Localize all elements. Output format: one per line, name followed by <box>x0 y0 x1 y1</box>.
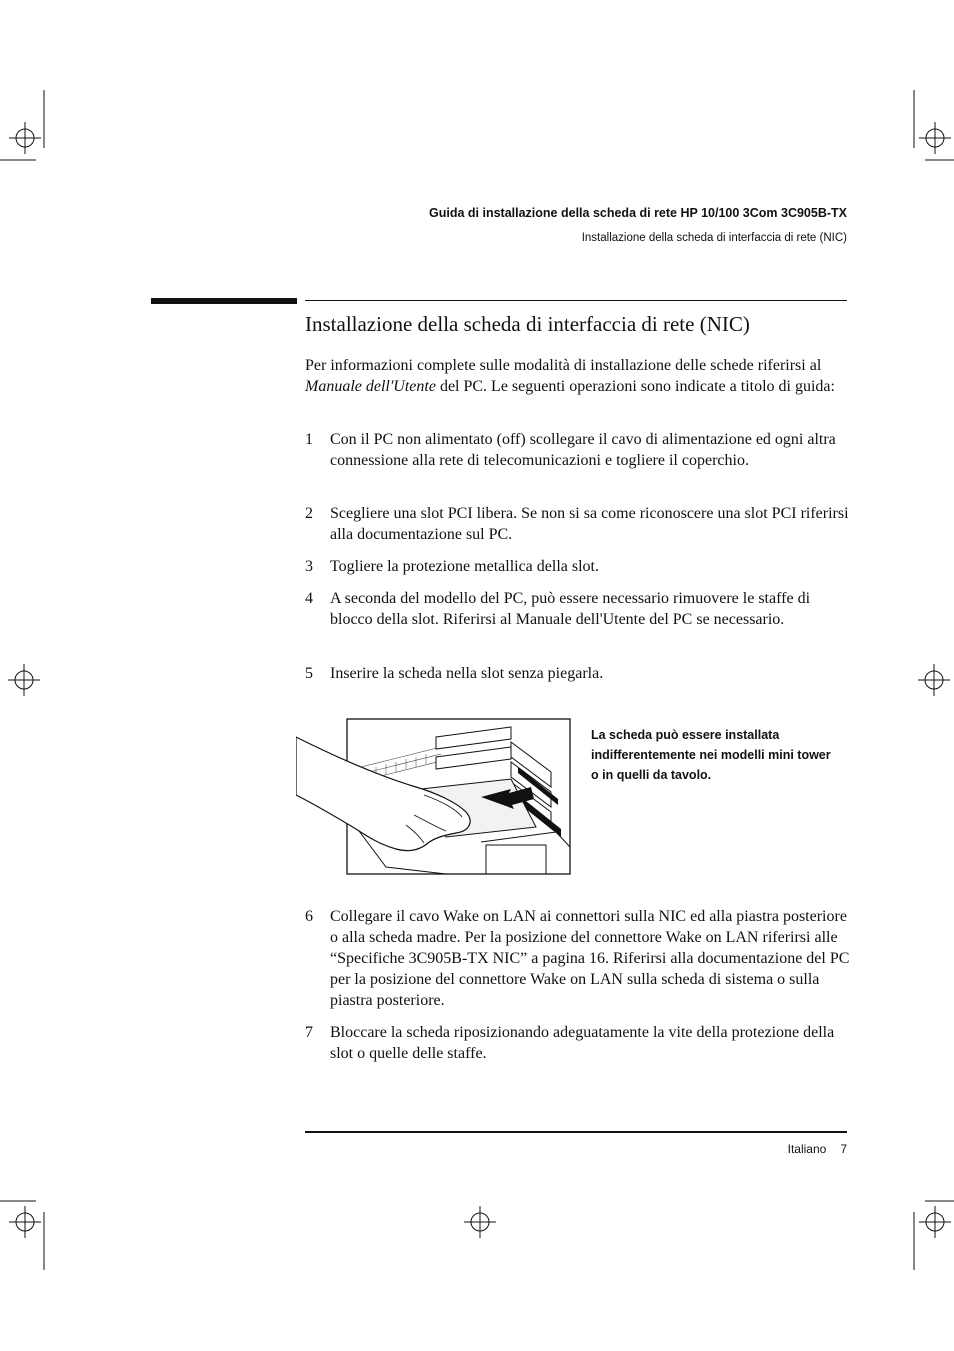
page-footer <box>788 1142 847 1156</box>
step-number: 2 <box>305 505 313 522</box>
footer-rule <box>305 1131 847 1133</box>
step-text: Scegliere una slot PCI libera. Se non si sa come riconoscere una slot PCI riferirsi alla documentazione sul PC. <box>330 505 849 543</box>
step-text: Bloccare la scheda riposizionando adeguatamente la vite della protezione della slot o quelle delle staffe. <box>330 1024 835 1062</box>
page-number: 7 <box>840 1142 847 1156</box>
step-text: A seconda del modello del PC, può essere necessario rimuovere le staffe di blocco della slot. Riferirsi al Manuale dell'Utente del PC se necessario. <box>330 590 811 628</box>
running-header-title: Guida di installazione della scheda di rete HP 10/100 3Com 3C905B-TX <box>429 206 847 220</box>
intro-text-end: del PC. Le seguenti operazioni sono indicate a titolo di guida: <box>435 378 835 395</box>
step-text: Collegare il cavo Wake on LAN ai connettori sulla NIC ed alla piastra posteriore o alla scheda madre. Per la posizione del connettore Wake on LAN riferirsi alle “Specifiche 3C905B-TX NIC” a pagina 16. Riferirsi alla documentazione del PC per la posizione del connettore Wake on LAN sulla scheda di sistema o sulla piastra posteriore. <box>330 908 850 1009</box>
figure-caption: La scheda può essere installata indifferentemente nei modelli mini tower o in quelli da tavolo. <box>591 728 831 782</box>
step-number: 5 <box>305 665 313 682</box>
step-text: Con il PC non alimentato (off) scollegare il cavo di alimentazione ed ogni altra connessione alla rete di telecomunicazioni e togliere il coperchio. <box>330 431 836 469</box>
step-number: 3 <box>305 558 313 575</box>
step-number: 7 <box>305 1024 313 1041</box>
section-marker-bar <box>151 298 297 304</box>
manual-reference: Manuale dell'Utente <box>305 378 436 395</box>
intro-paragraph <box>305 355 850 397</box>
step-number: 4 <box>305 590 313 607</box>
step-number: 6 <box>305 908 313 925</box>
intro-text-start: Per informazioni complete sulle modalità di installazione delle schede riferirsi al <box>305 357 822 374</box>
step-text: Togliere la protezione metallica della slot. <box>330 558 599 575</box>
section-rule <box>305 300 847 301</box>
running-header-section: Installazione della scheda di interfaccia di rete (NIC) <box>581 232 847 244</box>
step-number: 1 <box>305 431 313 448</box>
step-text: Inserire la scheda nella slot senza piegarla. <box>330 665 604 682</box>
footer-language: Italiano <box>787 1142 827 1156</box>
card-installation-illustration <box>296 717 576 877</box>
section-title: Installazione della scheda di interfaccia di rete (NIC) <box>305 312 750 336</box>
